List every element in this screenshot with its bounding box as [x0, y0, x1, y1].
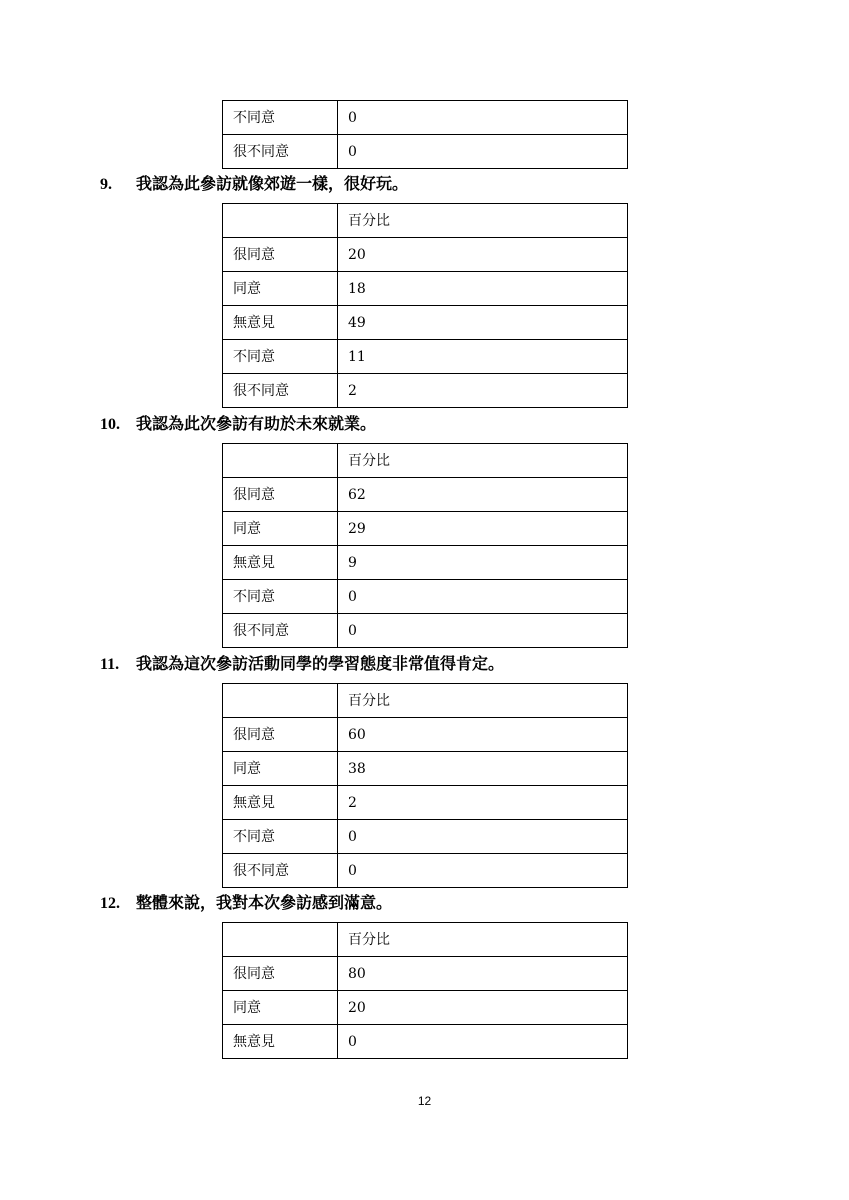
- response-label: 很同意: [223, 957, 338, 991]
- response-label: 無意見: [223, 306, 338, 340]
- survey-table-q8-continued: [222, 100, 628, 169]
- question-text: 我認為此次參訪有助於未來就業。: [136, 414, 377, 433]
- response-label: 很同意: [223, 238, 338, 272]
- response-percent: 20: [338, 991, 628, 1025]
- table-row: [223, 854, 628, 888]
- response-percent: 0: [338, 580, 628, 614]
- empty-header-cell: [223, 684, 338, 718]
- response-label: 很不同意: [223, 614, 338, 648]
- response-label: 同意: [223, 752, 338, 786]
- question-title-12: [100, 893, 392, 914]
- table-row: [223, 374, 628, 408]
- table-header-row: [223, 444, 628, 478]
- response-percent: 2: [338, 374, 628, 408]
- page-number: 12: [417, 1094, 432, 1108]
- percent-header: 百分比: [338, 684, 628, 718]
- response-label: 不同意: [223, 820, 338, 854]
- response-percent: 18: [338, 272, 628, 306]
- table-header-row: [223, 204, 628, 238]
- table-row: [223, 991, 628, 1025]
- survey-table-q12: [222, 922, 628, 1059]
- table-row: [223, 340, 628, 374]
- response-percent: 29: [338, 512, 628, 546]
- response-percent: 20: [338, 238, 628, 272]
- empty-header-cell: [223, 444, 338, 478]
- question-number: 12.: [100, 895, 120, 912]
- response-percent: 0: [338, 101, 628, 135]
- response-label: 很不同意: [223, 374, 338, 408]
- table-row: [223, 957, 628, 991]
- empty-header-cell: [223, 923, 338, 957]
- table-header-row: [223, 923, 628, 957]
- table-row: [223, 101, 628, 135]
- question-number: 11.: [100, 656, 120, 673]
- response-percent: 9: [338, 546, 628, 580]
- question-number: 9.: [100, 176, 112, 193]
- question-text: 我認為這次參訪活動同學的學習態度非常值得肯定。: [136, 654, 505, 673]
- response-label: 不同意: [223, 101, 338, 135]
- survey-table-q10: [222, 443, 628, 648]
- table-row: [223, 546, 628, 580]
- response-percent: 0: [338, 820, 628, 854]
- response-percent: 0: [338, 854, 628, 888]
- question-title-11: [100, 654, 504, 675]
- table-row: [223, 718, 628, 752]
- question-text: 我認為此參訪就像郊遊一樣，很好玩。: [136, 174, 409, 193]
- percent-header: 百分比: [338, 204, 628, 238]
- response-percent: 2: [338, 786, 628, 820]
- empty-header-cell: [223, 204, 338, 238]
- survey-table-q9: [222, 203, 628, 408]
- response-percent: 0: [338, 135, 628, 169]
- table-row: [223, 786, 628, 820]
- table-header-row: [223, 684, 628, 718]
- table-row: [223, 306, 628, 340]
- question-number: 10.: [100, 416, 120, 433]
- table-row: [223, 272, 628, 306]
- response-label: 不同意: [223, 580, 338, 614]
- response-label: 無意見: [223, 786, 338, 820]
- response-percent: 62: [338, 478, 628, 512]
- question-title-9: [100, 174, 408, 195]
- response-percent: 80: [338, 957, 628, 991]
- response-label: 很同意: [223, 478, 338, 512]
- percent-header: 百分比: [338, 444, 628, 478]
- response-percent: 0: [338, 1025, 628, 1059]
- response-percent: 38: [338, 752, 628, 786]
- response-label: 很不同意: [223, 854, 338, 888]
- response-label: 很同意: [223, 718, 338, 752]
- response-label: 同意: [223, 512, 338, 546]
- response-label: 不同意: [223, 340, 338, 374]
- response-percent: 0: [338, 614, 628, 648]
- survey-table-q11: [222, 683, 628, 888]
- response-percent: 11: [338, 340, 628, 374]
- question-title-10: [100, 414, 376, 435]
- table-row: [223, 614, 628, 648]
- percent-header: 百分比: [338, 923, 628, 957]
- table-row: [223, 752, 628, 786]
- response-percent: 60: [338, 718, 628, 752]
- response-label: 很不同意: [223, 135, 338, 169]
- table-row: [223, 512, 628, 546]
- response-label: 無意見: [223, 1025, 338, 1059]
- table-row: [223, 580, 628, 614]
- table-row: [223, 1025, 628, 1059]
- table-row: [223, 238, 628, 272]
- table-row: [223, 135, 628, 169]
- table-row: [223, 820, 628, 854]
- table-row: [223, 478, 628, 512]
- response-label: 無意見: [223, 546, 338, 580]
- response-label: 同意: [223, 991, 338, 1025]
- response-percent: 49: [338, 306, 628, 340]
- question-text: 整體來說，我對本次參訪感到滿意。: [136, 893, 393, 912]
- response-label: 同意: [223, 272, 338, 306]
